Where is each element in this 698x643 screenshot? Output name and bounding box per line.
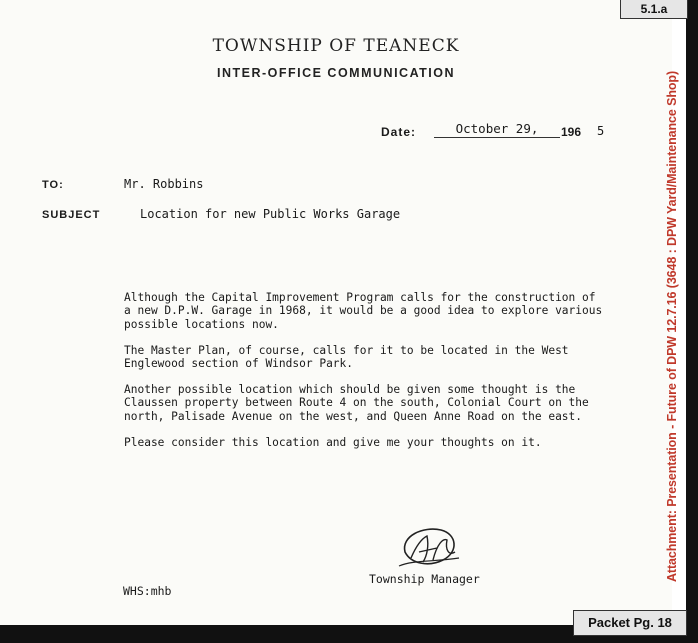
document-subtitle: INTER-OFFICE COMMUNICATION [216, 66, 456, 80]
subject-value: Location for new Public Works Garage [140, 207, 401, 221]
to-value: Mr. Robbins [124, 177, 204, 191]
attachment-note: Attachment: Presentation - Future of DPW 12.7.16 (3648 : DPW Yard/Maintenance Shop) [665, 70, 679, 582]
date-year-digit: 5 [597, 124, 605, 138]
body-paragraph: Please consider this location and give me your thoughts on it. [124, 435, 542, 449]
body-paragraph: Although the Capital Improvement Program calls for the construction of a new D.P.W. Garage in 1968, it would be a good idea to explore various possible locations now. [124, 291, 603, 331]
packet-page-badge: Packet Pg. 18 [573, 610, 687, 636]
date-year-prefix: 196 [561, 125, 582, 139]
body-paragraph: The Master Plan, of course, calls for it to be located in the West Englewood section of Windsor Park. [124, 343, 569, 371]
signature-image [393, 522, 465, 574]
memo-body [124, 291, 604, 462]
to-label: TO: [42, 179, 64, 191]
agenda-tag: 5.1.a [620, 0, 688, 19]
document-title: TOWNSHIP OF TEANECK [212, 36, 460, 56]
right-border [686, 0, 698, 643]
body-paragraph: Another possible location which should be given some thought is the Claussen property between Route 4 on the south, Colonial Court on the north, Palisade Avenue on the west, and Queen Anne Road on the east. [124, 383, 589, 423]
date-label: Date: [381, 125, 417, 139]
typist-initials: WHS:mhb [123, 584, 172, 598]
subject-label: SUBJECT [42, 209, 101, 221]
signoff-title: Township Manager [369, 572, 480, 586]
date-value: October 29, [434, 121, 560, 138]
